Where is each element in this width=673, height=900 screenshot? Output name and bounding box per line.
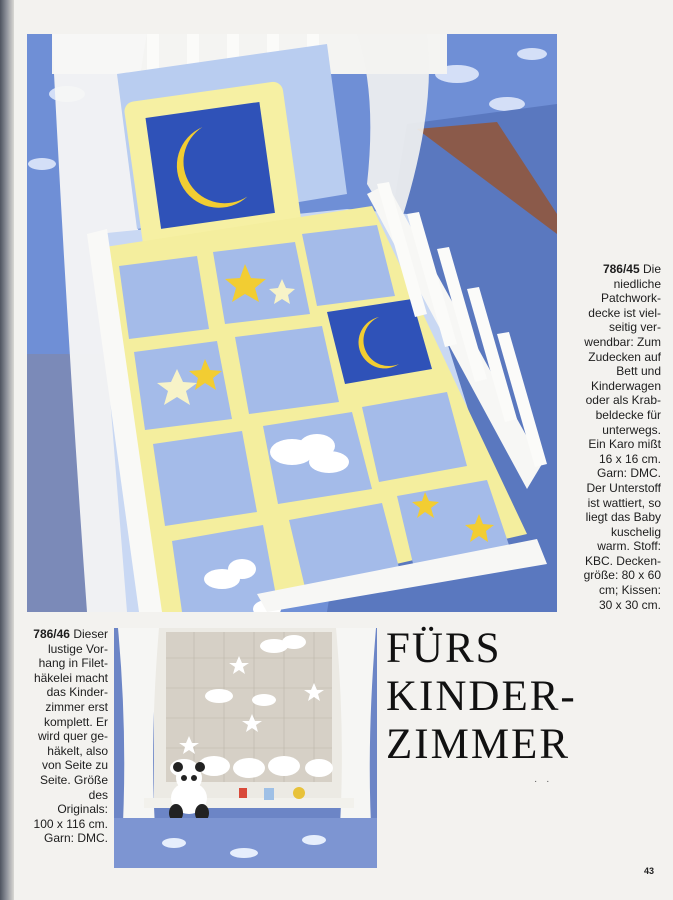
main-caption-line: Garn: DMC.: [596, 466, 661, 481]
main-caption-line: ist wattiert, so: [587, 495, 661, 510]
main-caption-line: 16 x 16 cm.: [598, 451, 661, 466]
main-caption-line: KBC. Decken-: [584, 553, 661, 568]
main-caption-line: liegt das Baby: [585, 510, 661, 525]
main-caption-line: Zudecken auf: [588, 349, 661, 364]
curtain-caption-code: 786/46: [33, 627, 70, 641]
curtain-caption-line: häkelt, also: [47, 743, 108, 758]
curtain-caption-line: lustige Vor-: [47, 641, 108, 656]
page-number: 43: [644, 866, 655, 876]
main-caption-line: warm. Stoff:: [597, 539, 661, 554]
page-headline: [386, 625, 577, 769]
main-caption-line: wendbar: Zum: [584, 334, 661, 349]
main-caption-line: Die: [642, 262, 661, 276]
main-caption-line: Bett und: [616, 364, 661, 379]
crib-illustration: [27, 34, 557, 612]
curtain-caption-line: zimmer erst: [45, 699, 108, 714]
curtain-illustration: [114, 628, 377, 868]
curtain-caption-line: häkelei macht: [33, 670, 108, 685]
main-caption-line: decke ist viel-: [588, 305, 661, 320]
curtain-caption-line: wird quer ge-: [37, 729, 108, 744]
decorative-mark: · ·: [534, 776, 553, 787]
main-caption-line: unterwegs.: [602, 422, 661, 437]
curtain-caption-line: des: [88, 787, 108, 802]
curtain-caption-line: das Kinder-: [46, 685, 108, 700]
main-caption-line: cm; Kissen:: [598, 583, 661, 598]
curtain-caption-line: hang in Filet-: [38, 656, 108, 671]
crib-photo: [27, 34, 557, 612]
main-caption: [561, 262, 661, 612]
main-caption-line: Der Unterstoff: [586, 480, 661, 495]
curtain-photo: [114, 628, 377, 868]
main-caption-code: 786/45: [602, 262, 640, 276]
curtain-caption-line: Garn: DMC.: [43, 831, 108, 846]
curtain-caption-line: 100 x 116 cm.: [33, 816, 108, 831]
curtain-caption: [28, 627, 108, 846]
main-caption-line: größe: 80 x 60: [583, 568, 661, 583]
main-caption-line: 30 x 30 cm.: [598, 597, 661, 612]
headline-line: KINDER-: [386, 673, 577, 720]
main-caption-line: Kinderwagen: [590, 378, 661, 393]
curtain-caption-line: von Seite zu: [41, 758, 108, 773]
curtain-caption-line: komplett. Er: [43, 714, 108, 729]
headline-line: FÜRS: [386, 625, 502, 672]
curtain-caption-line: Seite. Größe: [39, 772, 108, 787]
main-caption-line: beldecke für: [595, 407, 661, 422]
curtain-caption-line: Dieser: [73, 627, 108, 641]
page-spine-shadow: [0, 0, 14, 900]
main-caption-line: Ein Karo mißt: [588, 437, 661, 452]
curtain-caption-line: Originals:: [57, 802, 108, 817]
main-caption-line: kuschelig: [610, 524, 661, 539]
headline-line: ZIMMER: [386, 721, 570, 768]
main-caption-line: niedliche: [613, 276, 661, 291]
main-caption-line: oder als Krab-: [585, 393, 661, 408]
main-caption-line: Patchwork-: [600, 291, 661, 306]
main-caption-line: seitig ver-: [608, 320, 661, 335]
panda-toy: [169, 762, 209, 822]
